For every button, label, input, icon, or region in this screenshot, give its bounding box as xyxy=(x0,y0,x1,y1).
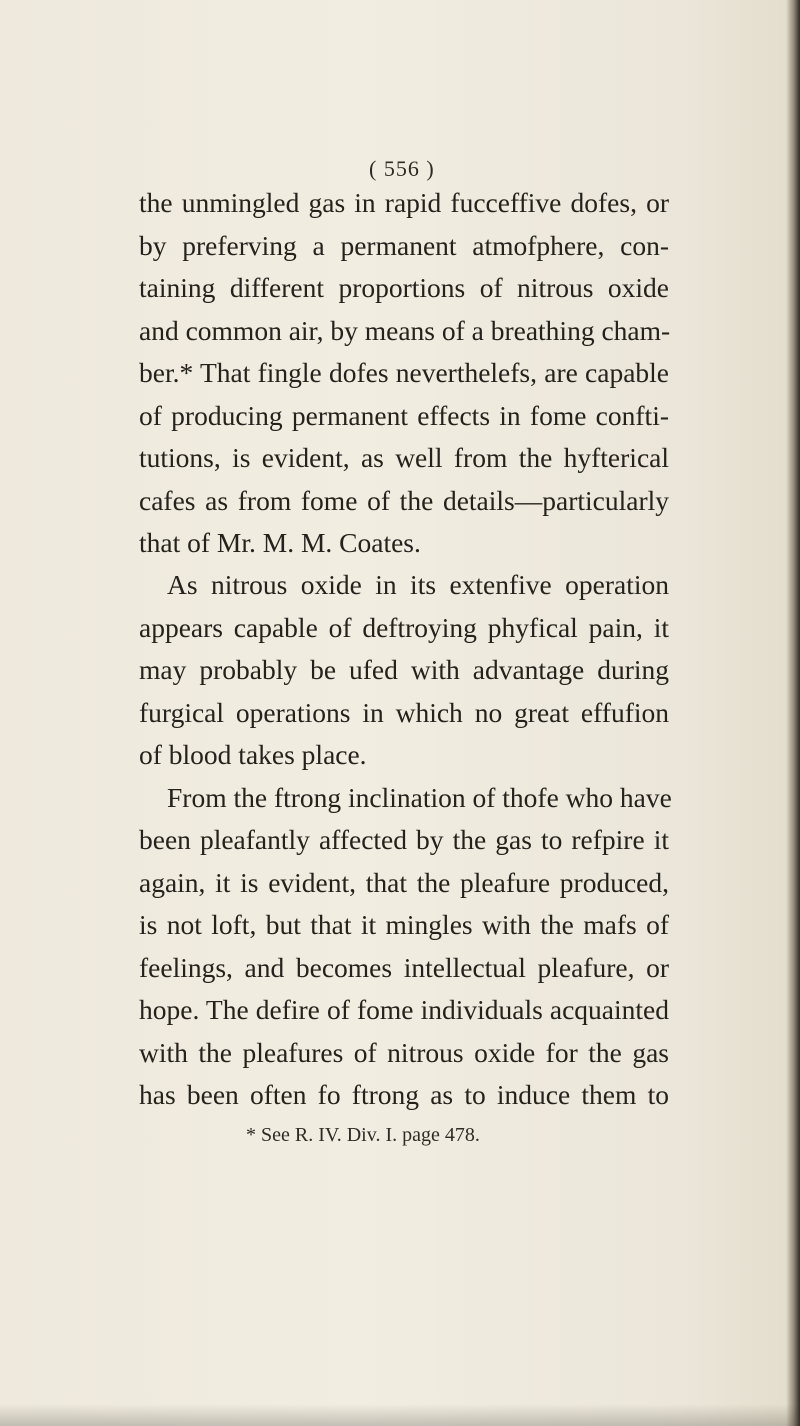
page-number: ( 556 ) xyxy=(369,156,435,181)
text-line: As nitrous oxide in its extenfive operation xyxy=(167,569,669,600)
text-line: taining different proportions of nitrous oxide xyxy=(139,272,669,303)
text-line: appears capable of deftroying phyfical pain, it xyxy=(139,612,669,643)
text-line: has been often fo ftrong as to induce them to xyxy=(139,1079,669,1110)
page-bottom-shadow xyxy=(0,1404,800,1426)
text-line: of producing permanent effects in fome confti- xyxy=(139,400,669,431)
text-line: may probably be ufed with advantage during xyxy=(139,654,669,685)
text-line: hope. The defire of fome individuals acquainted xyxy=(139,994,669,1025)
text-line: is not loft, but that it mingles with the mafs of xyxy=(139,909,669,940)
text-line: been pleafantly affected by the gas to refpire it xyxy=(139,824,669,855)
footnote: * See R. IV. Div. I. page 478. xyxy=(246,1124,480,1146)
text-line: again, it is evident, that the pleafure produced, xyxy=(139,867,669,898)
text-line: ber.* That fingle dofes neverthelefs, are capable xyxy=(139,357,669,388)
text-line: and common air, by means of a breathing cham- xyxy=(139,315,671,346)
text-line: feelings, and becomes intellectual pleafure, or xyxy=(139,952,669,983)
text-line: with the pleafures of nitrous oxide for the gas xyxy=(139,1037,669,1068)
page-gutter-shadow xyxy=(786,0,800,1426)
text-line: the unmingled gas in rapid fucceffive dofes, or xyxy=(139,187,669,218)
text-line: of blood takes place. xyxy=(139,739,367,770)
text-line: furgical operations in which no great effufion xyxy=(139,697,669,728)
text-line: that of Mr. M. M. Coates. xyxy=(139,527,421,558)
text-line: by preferving a permanent atmofphere, con- xyxy=(139,230,669,261)
text-line: From the ftrong inclination of thofe who have xyxy=(167,782,672,813)
text-line: tutions, is evident, as well from the hyfterical xyxy=(139,442,669,473)
text-line: cafes as from fome of the details—particularly xyxy=(139,485,669,516)
